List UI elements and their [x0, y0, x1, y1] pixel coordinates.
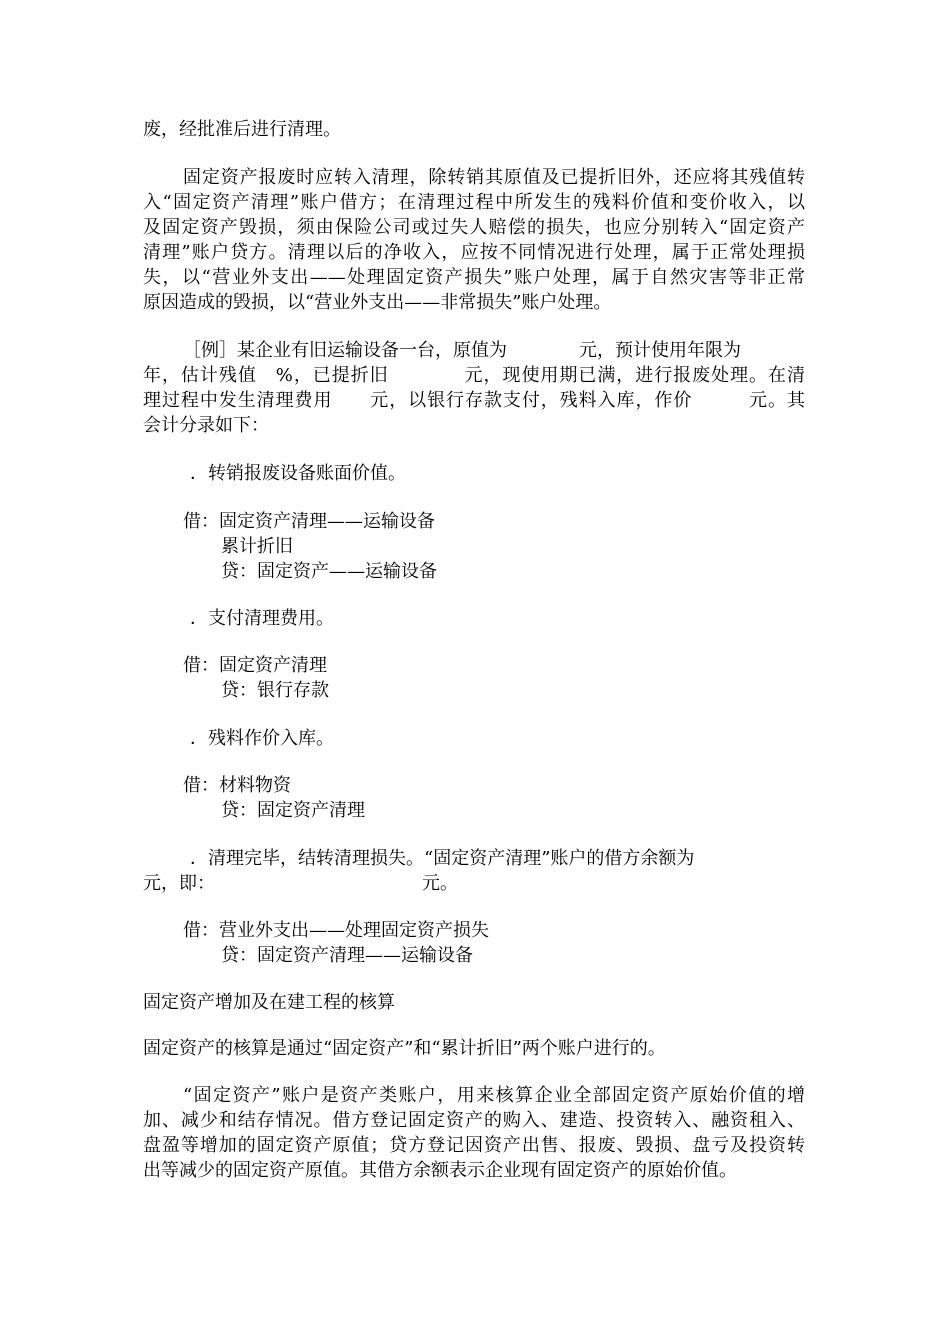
- journal-credit: 贷：固定资产清理: [221, 800, 365, 821]
- journal-debit: 借：固定资产清理——运输设备: [183, 511, 435, 532]
- example-line: 会计分录如下：: [143, 415, 269, 436]
- journal-debit: 借：材料物资: [183, 775, 291, 796]
- journal-credit: 贷：固定资产清理——运输设备: [221, 945, 473, 966]
- journal-debit: 累计折旧: [221, 536, 293, 557]
- paragraph-line: 失，以“营业外支出——处理固定资产损失”账户处理，属于自然灾害等非正常: [143, 267, 805, 288]
- journal-credit: 贷：银行存款: [221, 680, 329, 701]
- step-title: ．残料作价入库。: [190, 728, 334, 749]
- paragraph-line: “固定资产”账户是资产类账户，用来核算企业全部固定资产原始价值的增: [183, 1085, 805, 1106]
- example-line: ［例］某企业有旧运输设备一台，原值为 元，预计使用年限为: [183, 340, 741, 361]
- section-title: 固定资产增加及在建工程的核算: [143, 992, 395, 1013]
- step-title: ．转销报废设备账面价值。: [190, 463, 406, 484]
- section-intro: 固定资产的核算是通过“固定资产”和“累计折旧”两个账户进行的。: [143, 1038, 666, 1059]
- step-title: ．清理完毕，结转清理损失。“固定资产清理”账户的借方余额为: [190, 848, 695, 869]
- intro-line: 废，经批准后进行清理。: [143, 119, 341, 140]
- paragraph-line: 出等减少的固定资产原值。其借方余额表示企业现有固定资产的原始价值。: [143, 1160, 737, 1181]
- paragraph-line: 固定资产报废时应转入清理，除转销其原值及已提折旧外，还应将其残值转: [183, 167, 805, 188]
- journal-debit: 借：固定资产清理: [183, 655, 327, 676]
- step-continuation: 元，即： 元。: [143, 873, 458, 894]
- journal-debit: 借：营业外支出——处理固定资产损失: [183, 920, 489, 941]
- step-title: ．支付清理费用。: [190, 608, 334, 629]
- example-line: 理过程中发生清理费用 元，以银行存款支付，残料入库，作价 元。其: [143, 390, 805, 411]
- paragraph-line: 原因造成的毁损，以“营业外支出——非常损失”账户处理。: [143, 292, 612, 313]
- paragraph-line: 清理”账户贷方。清理以后的净收入，应按不同情况进行处理，属于正常处理损: [143, 242, 805, 263]
- example-line: 年，估计残值 %，已提折旧 元，现使用期已满，进行报废处理。在清: [143, 365, 805, 386]
- journal-credit: 贷：固定资产——运输设备: [221, 561, 437, 582]
- paragraph-line: 及固定资产毁损，须由保险公司或过失人赔偿的损失，也应分别转入“固定资产: [143, 217, 805, 238]
- paragraph-line: 盘盈等增加的固定资产原值；贷方登记因资产出售、报废、毁损、盘亏及投资转: [143, 1135, 805, 1156]
- paragraph-line: 入“固定资产清理”账户借方；在清理过程中所发生的残料价值和变价收入，以: [143, 192, 805, 213]
- paragraph-line: 加、减少和结存情况。借方登记固定资产的购入、建造、投资转入、融资租入、: [143, 1110, 805, 1131]
